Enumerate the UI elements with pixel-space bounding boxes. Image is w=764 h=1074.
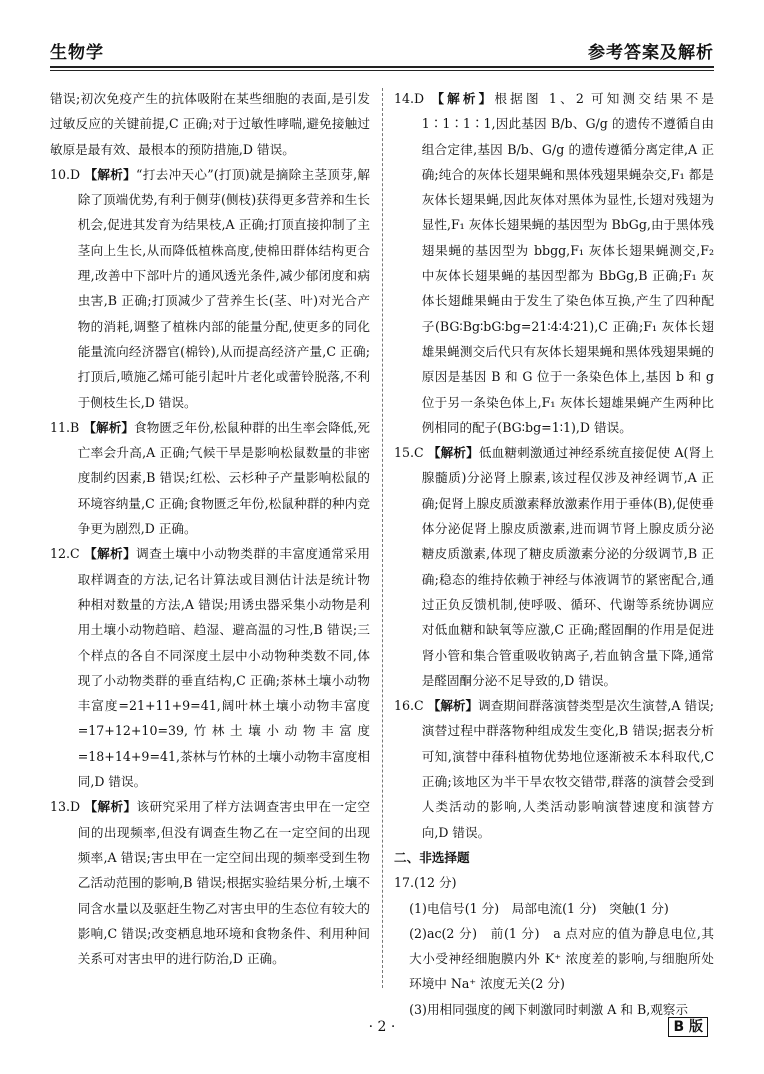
answer-17-part1: (1)电信号(1 分) 局部电流(1 分) 突触(1 分) xyxy=(409,900,669,916)
answer-item-17-number: 17.(12 分) xyxy=(394,875,457,891)
header-rule-thin xyxy=(50,70,714,71)
answer-text: 调查土壤中小动物类群的丰富度通常采用取样调查的方法,记名计算法或目测估计法是统计物种相对数量的方法,A 错误;用诱虫器采集小动物是利用土壤小动物趋暗、趋湿、避高温的习性,B 错误;三个样点的各自不同深度土层中小动物种类数不同,体现了小动物类群的垂直结构,C 正确;茶林土壤小动物丰富度=21+11+9=41,阔叶林土壤小动物丰富度=17+12+10=39,竹林土壤小动物丰富度=18+14+9=41,茶林与竹林的土壤小动物丰富度相同,D 错误。 xyxy=(77,546,371,790)
answer-number: 14.D xyxy=(394,91,425,106)
answer-text: “打去冲天心”(打顶)就是摘除主茎顶芽,解除了顶端优势,有利于侧芽(侧枝)获得更多营养和生长机会,促进其发育为结果枝,A 正确;打顶直接抑制了主茎向上生长,从而降低植株高度,使棉田群体结构更合理,改善中下部叶片的通风透光条件,减少郁闭度和病虫害,B 正确;打顶减少了营养生长(茎、叶)对光合产物的消耗,调整了植株内部的能量分配,使更多的同化能量流向经济器官(棉铃),从而提高经济产量,C 正确;打顶后,喷施乙烯可能引起叶片老化或蕾铃脱落,不利于侧枝生长,D 错误。 xyxy=(77,166,370,410)
answer-number: 11.B xyxy=(50,419,80,435)
answer-17-part2: (2)ac(2 分) 前(1 分) a 点对应的值为静息电位,其大小受神经细胞膜内外 K⁺ 浓度差的影响,与细胞所处环境中 Na⁺ 浓度无关(2 分) xyxy=(409,925,714,992)
answer-text: 调查期间群落演替类型是次生演替,A 错误;演替过程中群落物种组成发生变化,B 错误;据表分析可知,演替中葎科植物优势地位逐渐被禾本科取代,C 正确;该地区为半干旱农牧交错带,群落的演替会受到人类活动的影响,人类活动影响演替速度和演替方向,D 错误。 xyxy=(421,698,714,840)
answer-number: 13.D xyxy=(50,799,81,815)
analysis-tag: 【解析】 xyxy=(427,698,479,714)
answer-item-12 xyxy=(50,541,370,794)
answer-text: 食物匮乏年份,松鼠种群的出生率会降低,死亡率会升高,A 正确;气候干旱是影响松鼠数量的非密度制约因素,B 错误;红松、云杉种子产量影响松鼠的环境容纳量,C 正确;食物匮乏年份,松鼠种群的种内竞争更为剧烈,D 正确。 xyxy=(77,419,370,537)
right-column xyxy=(394,86,714,1022)
answer-text: 该研究采用了样方法调查害虫甲在一定空间的出现频率,但没有调查生物乙在一定空间的出现频率,A 错误;害虫甲在一定空间出现的频率受到生物乙活动范围的影响,B 错误;根据实验结果分析,土壤不同含水量以及驱赶生物乙对害虫甲的生态位有较大的影响,C 错误;改变栖息地环境和食物条件、利用种间关系可对害虫甲的进行防治,D 正确。 xyxy=(77,799,371,967)
answer-number: 15.C xyxy=(394,445,424,461)
answer-number: 12.C xyxy=(50,546,80,562)
answer-number: 10.D xyxy=(50,166,81,182)
answer-17-part3: (3)用相同强度的阈下刺激同时刺激 A 和 B,观察示 xyxy=(409,1001,688,1017)
answer-item-15 xyxy=(394,440,714,693)
answer-number: 16.C xyxy=(394,698,424,714)
analysis-tag: 【解析】 xyxy=(431,91,495,106)
section-heading: 二、非选择题 xyxy=(394,849,470,865)
answer-item-10 xyxy=(50,162,370,415)
header-rule xyxy=(50,66,714,68)
analysis-tag: 【解析】 xyxy=(84,546,137,562)
column-divider xyxy=(382,88,383,988)
subject-title: 生物学 xyxy=(50,43,104,63)
version-badge: B 版 xyxy=(668,1017,708,1037)
analysis-tag: 【解析】 xyxy=(84,166,137,182)
answer-item-16 xyxy=(394,693,714,845)
answer-item-11 xyxy=(50,415,370,541)
q9-continuation: 错误;初次免疫产生的抗体吸附在某些细胞的表面,是引发过敏反应的关键前提,C 正确;对于过敏性哮喘,避免接触过敏原是最有效、最根本的预防措施,D 错误。 xyxy=(50,91,370,157)
page-number: · 2 · xyxy=(368,1019,396,1035)
analysis-tag: 【解析】 xyxy=(83,419,135,435)
analysis-tag: 【解析】 xyxy=(427,445,479,461)
page-header xyxy=(50,16,714,68)
answer-text: 低血糖刺激通过神经系统直接促使 A(肾上腺髓质)分泌肾上腺素,该过程仅涉及神经调节,A 正确;促肾上腺皮质激素释放激素作用于垂体(B),促使垂体分泌促肾上腺皮质激素,进而调节肾上腺皮质分泌糖皮质激素,体现了糖皮质激素分泌的分级调节,B 正确;稳态的维持依赖于神经与体液调节的紧密配合,通过正负反馈机制,使呼吸、循环、代谢等系统协调应对低血糖和缺氧等应激,C 正确;醛固酮的作用是促进肾小管和集合管重吸收钠离子,若血钠含量下降,通常是醛固酮分泌不足导致的,D 错误。 xyxy=(421,445,714,688)
answer-item-14 xyxy=(394,86,714,440)
analysis-tag: 【解析】 xyxy=(84,799,137,815)
section-title: 参考答案及解析 xyxy=(588,43,714,63)
answer-text: 根据图 1、2 可知测交结果不是 1∶1∶1∶1,因此基因 B/b、G/g 的遗传不遵循自由组合定律,基因 B/b、G/g 的遗传遵循分离定律,A 正确;纯合的灰体长翅果蝇和黑体残翅果蝇杂交,F₁ 都是灰体长翅果蝇,因此灰体对黑体为显性,长翅对残翅为显性,F₁ 灰体长翅果蝇的基因型为 BbGg,由于黑体残翅果蝇的基因型为 bbgg,F₁ 灰体长翅果蝇测交,F₂ 中灰体长翅果蝇的基因型都为 BbGg,B 正确;F₁ 灰体长翅雌果蝇由于发生了染色体互换,产生了四种配子(BG∶Bg∶bG∶bg=21∶4∶4∶21),C 正确;F₁ 灰体长翅雄果蝇测交后代只有灰体长翅果蝇和黑体残翅果蝇的原因是基因 B 和 G 位于一条染色体上,基因 b 和 g 位于另一条染色体上,F₁ 灰体长翅雄果蝇产生两种比例相同的配子(BG∶bg=1∶1),D 错误。 xyxy=(421,91,714,435)
left-column xyxy=(50,86,370,971)
answer-item-13 xyxy=(50,794,370,971)
